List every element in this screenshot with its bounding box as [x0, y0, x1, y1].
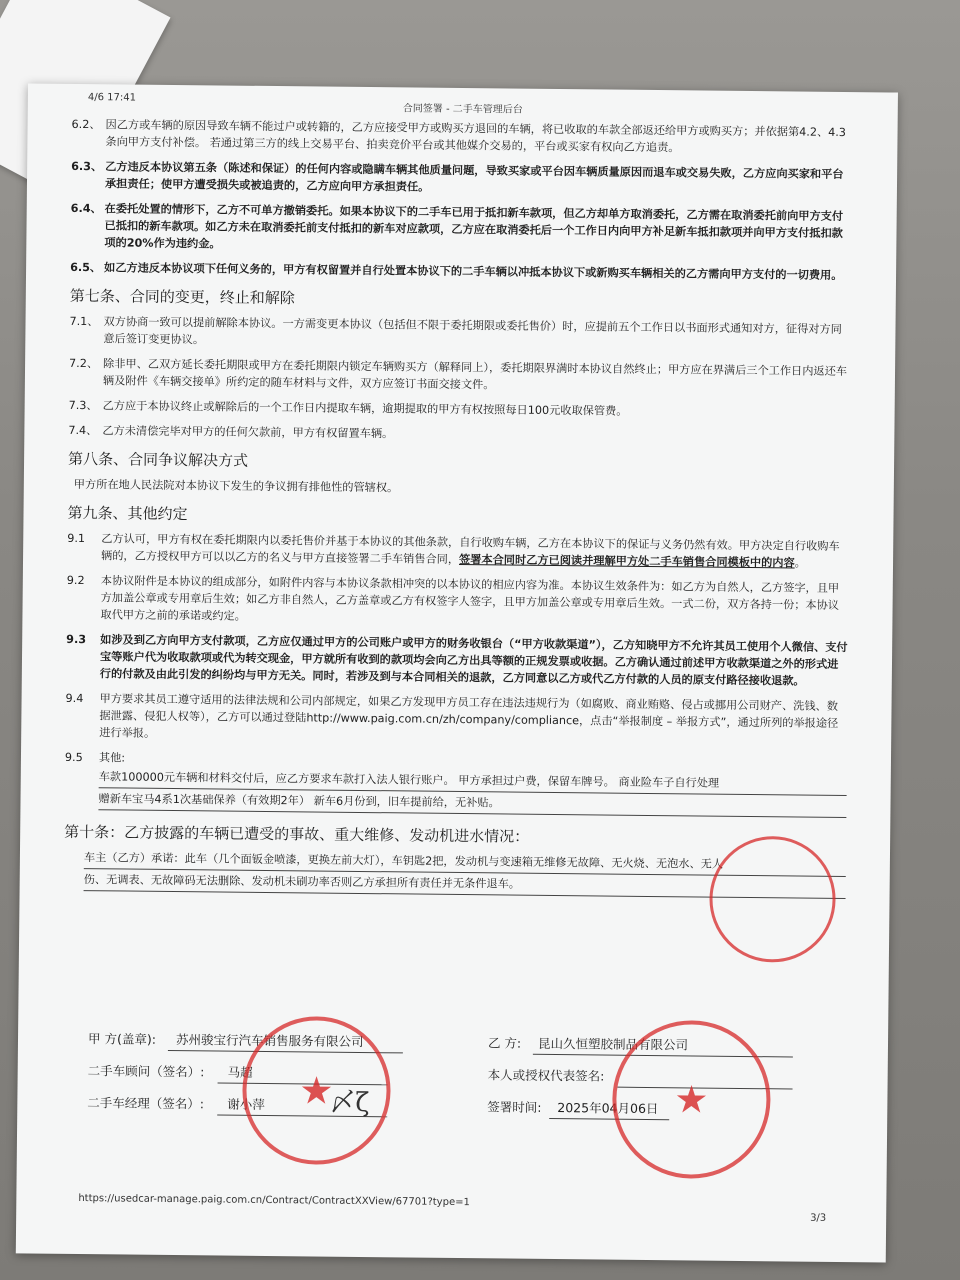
disclosure-line-2: 伤、无调表、无故障码无法删除、发动机未刷功率否则乙方承担所有责任并无条件退车。 — [84, 871, 846, 899]
consultant-name: 马超 — [227, 1064, 253, 1080]
other-terms-line-1: 车款100000元车辆和材料交付后，应乙方要求车款打入法人银行账户。 甲方承担过户费，保留车牌号。 商业险车子自行处理 — [99, 768, 847, 796]
clause-7-3: 7.3、 乙方应于本协议终止或解除后的一个工作日内提取车辆，逾期提取的甲方有权按照每日100元收取保管费。 — [68, 398, 628, 418]
seal-star-icon: ★ — [299, 1068, 334, 1113]
clause-9-5: 9.5 其他: 车款100000元车辆和材料交付后，应乙方要求车款打入法人银行账户。 甲方承担过户费，保留车牌号。 商业险车子自行处理 赠新车宝马4系1次基础保养（有效期2年） 新车6月份到，旧车提前给，无补贴。 — [64, 749, 847, 820]
clause-7-2: 7.2、 除非甲、乙双方延长委托期限或甲方在委托期限内锁定车辆购买方（解释同上），委托期限界满时本协议自然终止；甲方应在界满后三个工作日内返还车辆及附件《车辆交接单》所约定的随车材料与文件，双方应签订书面交接文件。 — [69, 356, 848, 392]
print-title: 合同签署 - 二手车管理后台 — [402, 103, 523, 116]
section-7-title: 第七条、合同的变更，终止和解除 — [69, 286, 295, 308]
party-a-name: 苏州骏宝行汽车销售服务有限公司 — [175, 1032, 364, 1050]
party-a-label: 甲 方(盖章): — [87, 1031, 157, 1047]
seal-star-icon: ★ — [674, 1077, 709, 1122]
clause-9-2: 9.2 本协议附件是本协议的组成部分，如附件内容与本协议条款相冲突的以本协议的相应内容为准。本协议生效条件为：如乙方为自然人，乙方签字，且甲方加盖公章或专用章后生效；如乙方非自然人，乙方盖章或乙方有权签字人签字，且甲方加盖公章或专用章后生效。一式二份，双方各持一份；本协议取代甲方之前的承诺或约定。 — [66, 573, 840, 623]
clause-6-4: 6.4、 在委托处置的情形下，乙方不可单方撤销委托。如果本协议下的二手车已用于抵扣新车款项，但乙方却单方取消委托，乙方需在取消委托前向甲方支付已抵扣的新车款项。如乙方未在取消委托前支付抵扣的新车对应款项，乙方应在取消委托后一个工作日内向甲方补足新车抵扣款项并向甲方支付抵扣款项的20%作为违约金。 — [70, 201, 844, 251]
clause-9-1-emphasis: 签署本合同时乙方已阅读并理解甲方处二手车销售合同模板中的内容 — [459, 552, 795, 570]
clause-6-5: 6.5、 如乙方违反本协议项下任何义务的，甲方有权留置并自行处置本协议下的二手车辆以冲抵本协议下或新购买车辆相关的乙方需向甲方支付的一切费用。 — [70, 260, 843, 282]
other-terms-line-2: 赠新车宝马4系1次基础保养（有效期2年） 新车6月份到，旧车提前给，无补贴。 — [98, 790, 846, 818]
print-time: 4/6 17:41 — [87, 92, 137, 104]
sign-time-label: 签署时间: — [487, 1099, 542, 1115]
clause-6-3: 6.3、 乙方违反本协议第五条（陈述和保证）的任何内容或隐瞒车辆其他质量问题，导致买家或平台因车辆质量原因而退车或交易失败，乙方应向买家和平台承担责任；使甲方遭受损失或被追责的，乙方应向甲方承担责任。 — [71, 159, 844, 194]
disclosure-line-1: 车主（乙方）承诺：此车（几个面钣金喷漆，更换左前大灯），车钥匙2把，发动机与变速箱无维修无故障、无火烧、无泡水、无人 — [84, 849, 846, 877]
clause-7-1: 7.1、 双方协商一致可以提前解除本协议。一方需变更本协议（包括但不限于委托期限或委托售价）时，应提前五个工作日以书面形式通知对方，征得对方同意后签订变更协议。 — [69, 314, 842, 347]
manager-label: 二手车经理（签名）: — [87, 1095, 205, 1112]
section-8-text: 甲方所在地人民法院对本协议下发生的争议拥有排他性的管辖权。 — [73, 477, 399, 495]
consultant-label: 二手车顾问（签名）: — [87, 1063, 205, 1080]
clause-9-3: 9.3 如涉及到乙方向甲方支付款项，乙方应仅通过甲方的公司账户或甲方的财务收银台（“甲方收款渠道”），乙方知晓甲方不允许其员工使用个人微信、支付宝等账户代为收取款项或代为转交现金，甲方就所有收到的款项均会向乙方出具等额的正规发票或收据。乙方确认通过前述甲方收款渠道之外的形式进行的付款及由此引发的纠纷均与甲方无关。同时，若涉及到与本合同相关的退款，乙方同意以乙方或代乙方付款的人员的原支付路径接收退款。 — [66, 632, 848, 688]
side-seal-stamp — [709, 836, 836, 963]
footer-url: https://usedcar-manage.paig.com.cn/Contract/ContractXXView/67701?type=1 — [78, 1193, 470, 1209]
section-8-title: 第八条、合同争议解决方式 — [68, 449, 249, 470]
section-9-title: 第九条、其他约定 — [67, 503, 188, 524]
clause-7-4: 7.4、 乙方未清偿完毕对甲方的任何欠款前，甲方有权留置车辆。 — [68, 423, 394, 441]
party-a-seal-stamp — [242, 1016, 392, 1166]
manager-name: 谢小萍 — [227, 1096, 265, 1112]
handwritten-signature: 〆ζ — [329, 1087, 370, 1119]
party-b-name: 昆山久恒塑胶制品有限公司 — [537, 1035, 689, 1053]
clause-9-4: 9.4 甲方要求其员工遵守适用的法律法规和公司内部规定，如果乙方发现甲方员工存在违法违规行为（如腐败、商业贿赂、侵占或挪用公司财产、洗钱、数据泄露、侵犯人权等），乙方可以通过登陆http://www.paig.com.cn/zh/company/compliance，点击“举报制度 – 举报方式”，通过所列的举报途径进行举报。 — [65, 691, 839, 740]
contract-page — [16, 83, 898, 1262]
sign-time-value: 2025年04月06日 — [557, 1100, 659, 1117]
page-number: 3/3 — [810, 1212, 827, 1224]
clause-6-2: 6.2、 因乙方或车辆的原因导致车辆不能过户或转籍的，乙方应接受甲方或购买方退回的车辆，将已收取的车款全部返还给甲方或购买方；并依据第4.2、4.3条向甲方支付补偿。 若通过第三方的线上交易平台、拍卖竞价平台或其他媒介交易的，平台或买家有权向乙方追责。 — [71, 117, 847, 155]
party-b-seal-stamp — [612, 1020, 772, 1180]
contract-body — [64, 116, 854, 901]
representative-label: 本人或授权代表签名: — [487, 1067, 605, 1084]
party-b-label: 乙 方: — [487, 1035, 522, 1051]
section-10-title: 第十条：乙方披露的车辆已遭受的事故、重大维修、发动机进水情况： — [64, 822, 530, 846]
clause-9-1: 9.1 乙方认可，甲方有权在委托期限内以委托售价并基于本协议的其他条款，自行收购车辆，乙方在本协议下的保证与义务仍然有效。甲方决定自行收购车辆的，乙方授权甲方可以以乙方的名义与甲方直接签署二手车销售合同，签署本合同时乙方已阅读并理解甲方处二手车销售合同模板中的内容。 — [67, 531, 840, 570]
